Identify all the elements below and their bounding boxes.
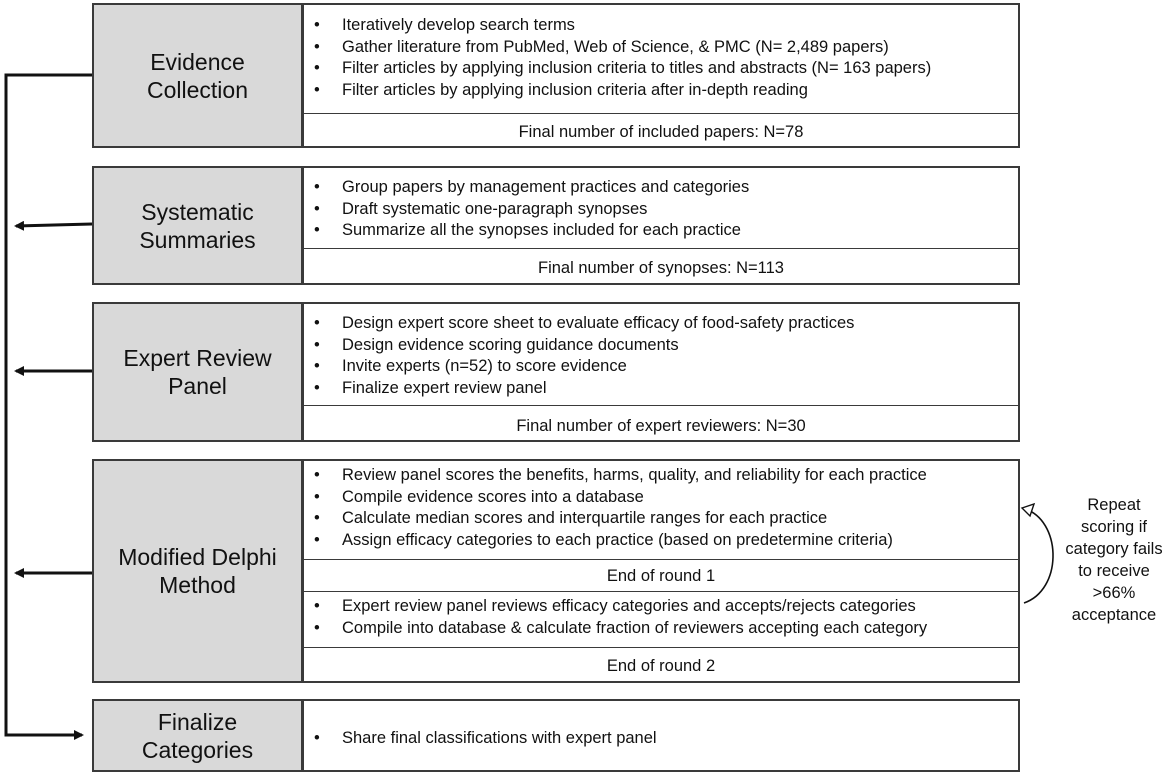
bullet-item: • Review panel scores the benefits, harms, quality, and reliability for each practice: [304, 465, 1018, 487]
note-line: >66%: [1092, 584, 1136, 602]
bullet-item: • Design expert score sheet to evaluate efficacy of food-safety practices: [304, 313, 1018, 335]
bullet-item: • Finalize expert review panel: [304, 378, 1018, 400]
bullet-item: • Gather literature from PubMed, Web of Science, & PMC (N= 2,489 papers): [304, 37, 1018, 59]
round1-bullet-list: [304, 465, 1018, 551]
round2-label: End of round 2: [606, 657, 716, 675]
arrow-to-spine-2: [16, 224, 92, 226]
note-line: to receive: [1078, 562, 1150, 580]
note-line: Repeat: [1087, 496, 1141, 514]
bullet-item: • Summarize all the synopses included for each practice: [304, 220, 1018, 242]
stage-title-finalize-categories: [92, 699, 303, 772]
bullet-list: [304, 313, 1018, 399]
divider: [304, 405, 1018, 406]
stage-summary: Final number of expert reviewers: N=30: [516, 417, 806, 435]
bullet-item: • Iteratively develop search terms: [304, 15, 1018, 37]
stage-title-expert-review-panel: [92, 302, 303, 442]
bullet-item: • Invite experts (n=52) to score evidence: [304, 356, 1018, 378]
bullet-item: • Share final classifications with expert panel: [304, 728, 1018, 750]
stage-title-line: Categories: [141, 736, 254, 763]
stage-detail-expert-review-panel: [302, 302, 1020, 442]
round2-bullet-list: [304, 596, 1018, 639]
bullet-list: [304, 15, 1018, 101]
divider: [304, 113, 1018, 114]
stage-title-line: Evidence: [150, 48, 245, 75]
bullet-item: • Expert review panel reviews efficacy categories and accepts/rejects categories: [304, 596, 1018, 618]
stage-summary: Final number of included papers: N=78: [518, 123, 804, 141]
bullet-item: • Assign efficacy categories to each practice (based on predetermine criteria): [304, 530, 1018, 552]
stage-title-line: Expert Review: [123, 345, 272, 371]
stage-detail-finalize-categories: [302, 699, 1020, 772]
stage-title-line: Method: [159, 572, 236, 598]
bullet-list: [304, 728, 1018, 750]
note-line: acceptance: [1071, 606, 1157, 624]
repeat-scoring-note: [1058, 494, 1170, 626]
divider: [304, 591, 1018, 592]
stage-summary: Final number of synopses: N=113: [538, 259, 784, 277]
stage-title-systematic-summaries: [92, 166, 303, 285]
repeat-loop-arrow: [1024, 510, 1053, 603]
bullet-item: • Filter articles by applying inclusion criteria to titles and abstracts (N= 163 papers): [304, 58, 1018, 80]
stage-title-line: Systematic: [141, 198, 254, 225]
note-line: category fails: [1065, 540, 1163, 558]
spine-line: [6, 75, 92, 735]
divider: [304, 248, 1018, 249]
stage-title-modified-delphi-method: [92, 459, 303, 683]
stage-detail-evidence-collection: [302, 3, 1020, 148]
bullet-item: • Design evidence scoring guidance documents: [304, 335, 1018, 357]
repeat-loop-arrowhead: [1022, 504, 1034, 516]
divider: [304, 647, 1018, 648]
bullet-item: • Draft systematic one-paragraph synopses: [304, 199, 1018, 221]
stage-title-line: Collection: [147, 76, 248, 103]
note-line: scoring if: [1080, 518, 1148, 536]
stage-title-line: Summaries: [139, 226, 256, 253]
bullet-list: [304, 177, 1018, 242]
stage-title-line: Modified Delphi: [118, 544, 277, 570]
stage-detail-modified-delphi-method: [302, 459, 1020, 683]
stage-title-evidence-collection: [92, 3, 303, 148]
bullet-item: • Calculate median scores and interquartile ranges for each practice: [304, 508, 1018, 530]
bullet-item: • Filter articles by applying inclusion criteria after in-depth reading: [304, 80, 1018, 102]
bullet-item: • Compile evidence scores into a database: [304, 487, 1018, 509]
divider: [304, 559, 1018, 560]
stage-detail-systematic-summaries: [302, 166, 1020, 285]
round1-label: End of round 1: [606, 567, 716, 585]
stage-title-line: Panel: [168, 373, 227, 399]
stage-title-line: Finalize: [157, 708, 238, 735]
bullet-item: • Group papers by management practices and categories: [304, 177, 1018, 199]
bullet-item: • Compile into database & calculate fraction of reviewers accepting each category: [304, 618, 1018, 640]
